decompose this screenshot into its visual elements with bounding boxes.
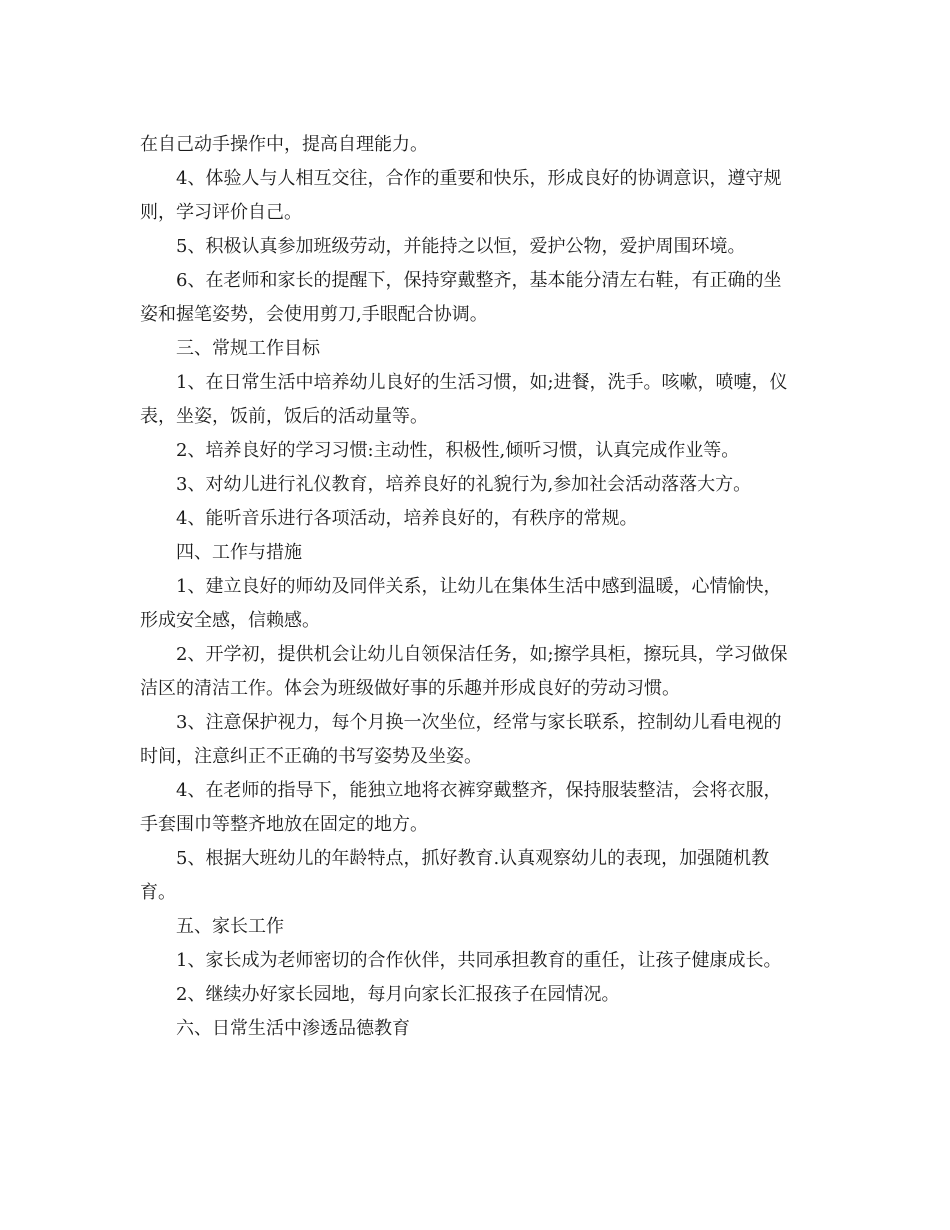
section-heading: 三、常规工作目标	[176, 338, 320, 359]
text-line: 2、继续办好家长园地，每月向家长汇报孩子在园情况。	[176, 984, 620, 1005]
text-line: 则，学习评价自己。	[140, 202, 302, 223]
text-line: 1、家长成为老师密切的合作伙伴，共同承担教育的重任，让孩子健康成长。	[176, 950, 782, 971]
text-line: 4、体验人与人相互交往，合作的重要和快乐，形成良好的协调意识，遵守规	[176, 168, 782, 189]
text-line: 4、能听音乐进行各项活动，培养良好的，有秩序的常规。	[176, 508, 638, 529]
text-line: 1、在日常生活中培养幼儿良好的生活习惯，如;进餐，洗手。咳嗽，喷嚏，仪	[176, 372, 788, 393]
text-line: 5、根据大班幼儿的年龄特点，抓好教育.认真观察幼儿的表现，加强随机教	[176, 848, 770, 869]
text-line: 育。	[140, 882, 176, 903]
text-line: 3、注意保护视力，每个月换一次坐位，经常与家长联系，控制幼儿看电视的	[176, 712, 782, 733]
text-line: 3、对幼儿进行礼仪教育，培养良好的礼貌行为,参加社会活动落落大方。	[176, 474, 752, 495]
text-line: 时间，注意纠正不正确的书写姿势及坐姿。	[140, 746, 482, 767]
text-line: 5、积极认真参加班级劳动，并能持之以恒，爱护公物，爱护周围环境。	[176, 236, 746, 257]
section-heading: 五、家长工作	[176, 916, 284, 937]
text-line: 形成安全感，信赖感。	[140, 610, 320, 631]
document-body	[140, 128, 812, 1046]
section-heading: 四、工作与措施	[176, 542, 302, 563]
text-line: 4、在老师的指导下，能独立地将衣裤穿戴整齐，保持服装整洁，会将衣服，	[176, 780, 782, 801]
text-line: 手套围巾等整齐地放在固定的地方。	[140, 814, 428, 835]
text-line: 洁区的清洁工作。体会为班级做好事的乐趣并形成良好的劳动习惯。	[140, 678, 680, 699]
section-heading: 六、日常生活中渗透品德教育	[176, 1018, 410, 1039]
text-line: 表，坐姿，饭前，饭后的活动量等。	[140, 406, 428, 427]
text-line: 2、开学初，提供机会让幼儿自领保洁任务，如;擦学具柜，擦玩具，学习做保	[176, 644, 788, 665]
text-line: 2、培养良好的学习习惯:主动性，积极性,倾听习惯，认真完成作业等。	[176, 440, 740, 461]
text-line: 1、建立良好的师幼及同伴关系，让幼儿在集体生活中感到温暖，心情愉快，	[176, 576, 782, 597]
text-line: 在自己动手操作中，提高自理能力。	[140, 134, 428, 155]
text-line: 6、在老师和家长的提醒下，保持穿戴整齐，基本能分清左右鞋，有正确的坐	[176, 270, 782, 291]
text-line: 姿和握笔姿势，会使用剪刀,手眼配合协调。	[140, 304, 488, 325]
